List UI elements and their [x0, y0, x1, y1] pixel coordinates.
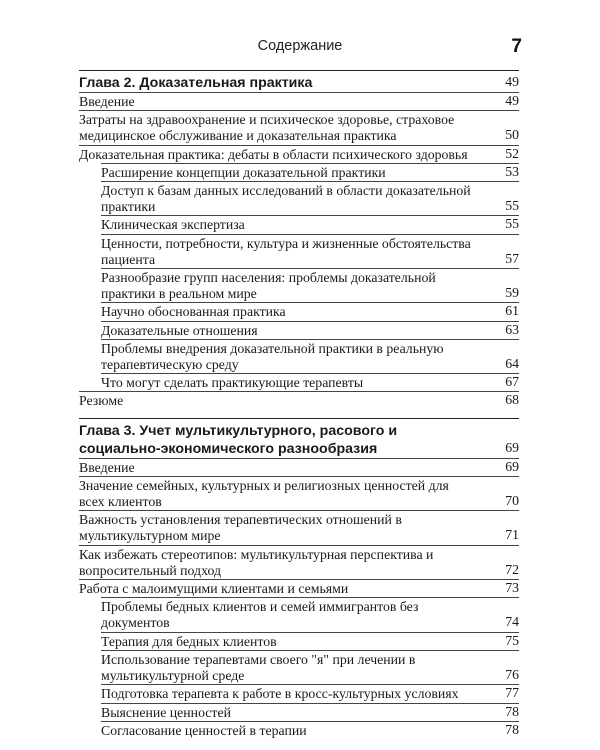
- toc-entry-text: Выяснение ценностей: [101, 704, 231, 720]
- toc-subentry: [101, 215, 519, 233]
- toc-entry-page: 71: [505, 527, 519, 543]
- toc-entry-text: Расширение концепции доказательной практики: [101, 164, 386, 180]
- toc-entry-text: Подготовка терапевта к работе в кросс-культурных условиях: [101, 686, 459, 702]
- toc-subentry: [101, 181, 519, 215]
- toc-entry: [79, 510, 519, 544]
- toc-entry: [79, 110, 519, 144]
- toc-subentry: [101, 703, 519, 721]
- toc-entry-text: Работа с малоимущими клиентами и семьями: [79, 581, 349, 597]
- toc-entry-text: Разнообразие групп населения: проблемы доказательной практики в реальном мире: [101, 270, 436, 302]
- toc-entry: [79, 92, 519, 110]
- toc-entry-page: 72: [505, 561, 519, 577]
- page-number: 7: [511, 36, 522, 57]
- toc-entry: [79, 476, 519, 510]
- toc-entry-text: Доказательные отношения: [101, 322, 258, 338]
- toc-entry-page: 67: [505, 374, 519, 390]
- toc-entry-page: 70: [505, 493, 519, 509]
- toc-subentry: [101, 684, 519, 702]
- toc-entry-page: 68: [505, 392, 519, 408]
- toc-entry-page: 49: [505, 93, 519, 108]
- toc-entry-page: 57: [505, 250, 519, 266]
- toc-entry: [79, 545, 519, 579]
- toc-entry-page: 73: [505, 580, 519, 596]
- toc-entry-page: 64: [505, 356, 519, 372]
- toc-entry-page: 76: [505, 667, 519, 683]
- toc-subentry: [101, 373, 519, 391]
- toc-subentry: [101, 597, 519, 631]
- toc-entry-text: Значение семейных, культурных и религиозных ценностей для всех клиентов: [79, 477, 449, 510]
- toc-entry-text: Введение: [79, 459, 135, 475]
- toc-entry-text: Важность установления терапевтических отношений в мультикультурном мире: [79, 512, 402, 544]
- toc-entry-text: Использование терапевтами своего "я" при лечении в мультикультурной среде: [101, 651, 416, 684]
- chapter-heading: [79, 70, 519, 92]
- toc-entry: [79, 145, 519, 163]
- toc-entry-text: Доступ к базам данных исследований в области доказательной практики: [101, 183, 471, 215]
- toc-entry-text: Резюме: [79, 393, 124, 409]
- toc-entry-text: Затраты на здравоохранение и психическое здоровье, страховое медицинское обслуживание и доказательная практика: [79, 112, 455, 144]
- toc-subentry: [101, 163, 519, 181]
- toc-entry-page: 52: [505, 145, 519, 161]
- toc-entry-page: 50: [505, 127, 519, 143]
- toc-entry-page: 69: [505, 458, 519, 474]
- toc-entry-text: Терапия для бедных клиентов: [101, 633, 277, 649]
- chapter-gap: [79, 410, 519, 418]
- toc-entry-text: Проблемы бедных клиентов и семей иммигрантов без документов: [101, 599, 419, 631]
- toc-subentry: [101, 721, 519, 739]
- toc-entry-page: 59: [505, 285, 519, 301]
- toc-entry-page: 55: [505, 198, 519, 214]
- toc-subentry: [101, 234, 519, 268]
- toc-entry-text: Что могут сделать практикующие терапевты: [101, 375, 364, 391]
- toc-subentry: [101, 650, 519, 684]
- toc-entry-page: 61: [505, 303, 519, 319]
- toc-entry-page: 77: [505, 685, 519, 701]
- toc-entry: [79, 458, 519, 476]
- toc-entry-text: Как избежать стереотипов: мультикультурная перспектива и вопросительный подход: [79, 546, 434, 578]
- toc-entry-page: 75: [505, 632, 519, 648]
- chapter-heading: [79, 418, 519, 458]
- toc-entry-text: Доказательная практика: дебаты в области психического здоровья: [79, 146, 468, 162]
- toc-entry-page: 53: [505, 163, 519, 179]
- running-head: Содержание: [257, 38, 343, 54]
- toc-entry-text: Клиническая экспертиза: [101, 217, 245, 233]
- toc-entry-text: Введение: [79, 94, 135, 109]
- toc-entry-text: Согласование ценностей в терапии: [101, 722, 307, 738]
- toc-entry-text: Научно обоснованная практика: [101, 304, 286, 320]
- toc-entry-page: 74: [505, 614, 519, 630]
- page-header: [0, 36, 600, 60]
- toc-entry-page: 78: [505, 721, 519, 737]
- toc-subentry: [101, 632, 519, 650]
- toc-subentry: [101, 268, 519, 302]
- toc-entry-text: Проблемы внедрения доказательной практики в реальную терапевтическую среду: [101, 340, 444, 373]
- toc-entry: [79, 579, 519, 597]
- toc-subentry: [101, 321, 519, 339]
- chapter-title: Глава 3. Учет мультикультурного, расового и социально-экономического разнообразия: [79, 422, 398, 457]
- chapter-title: Глава 2. Доказательная практика: [79, 75, 313, 91]
- chapter-page: 69: [505, 439, 519, 455]
- toc-entry: [79, 391, 519, 409]
- table-of-contents: [79, 70, 519, 739]
- chapter-page: 49: [505, 74, 519, 89]
- toc-entry-page: 78: [505, 703, 519, 719]
- toc-entry-text: Ценности, потребности, культура и жизненные обстоятельства пациента: [101, 235, 471, 267]
- toc-subentry: [101, 339, 519, 373]
- toc-subentry: [101, 302, 519, 320]
- toc-entry-page: 55: [505, 216, 519, 232]
- toc-entry-page: 63: [505, 321, 519, 337]
